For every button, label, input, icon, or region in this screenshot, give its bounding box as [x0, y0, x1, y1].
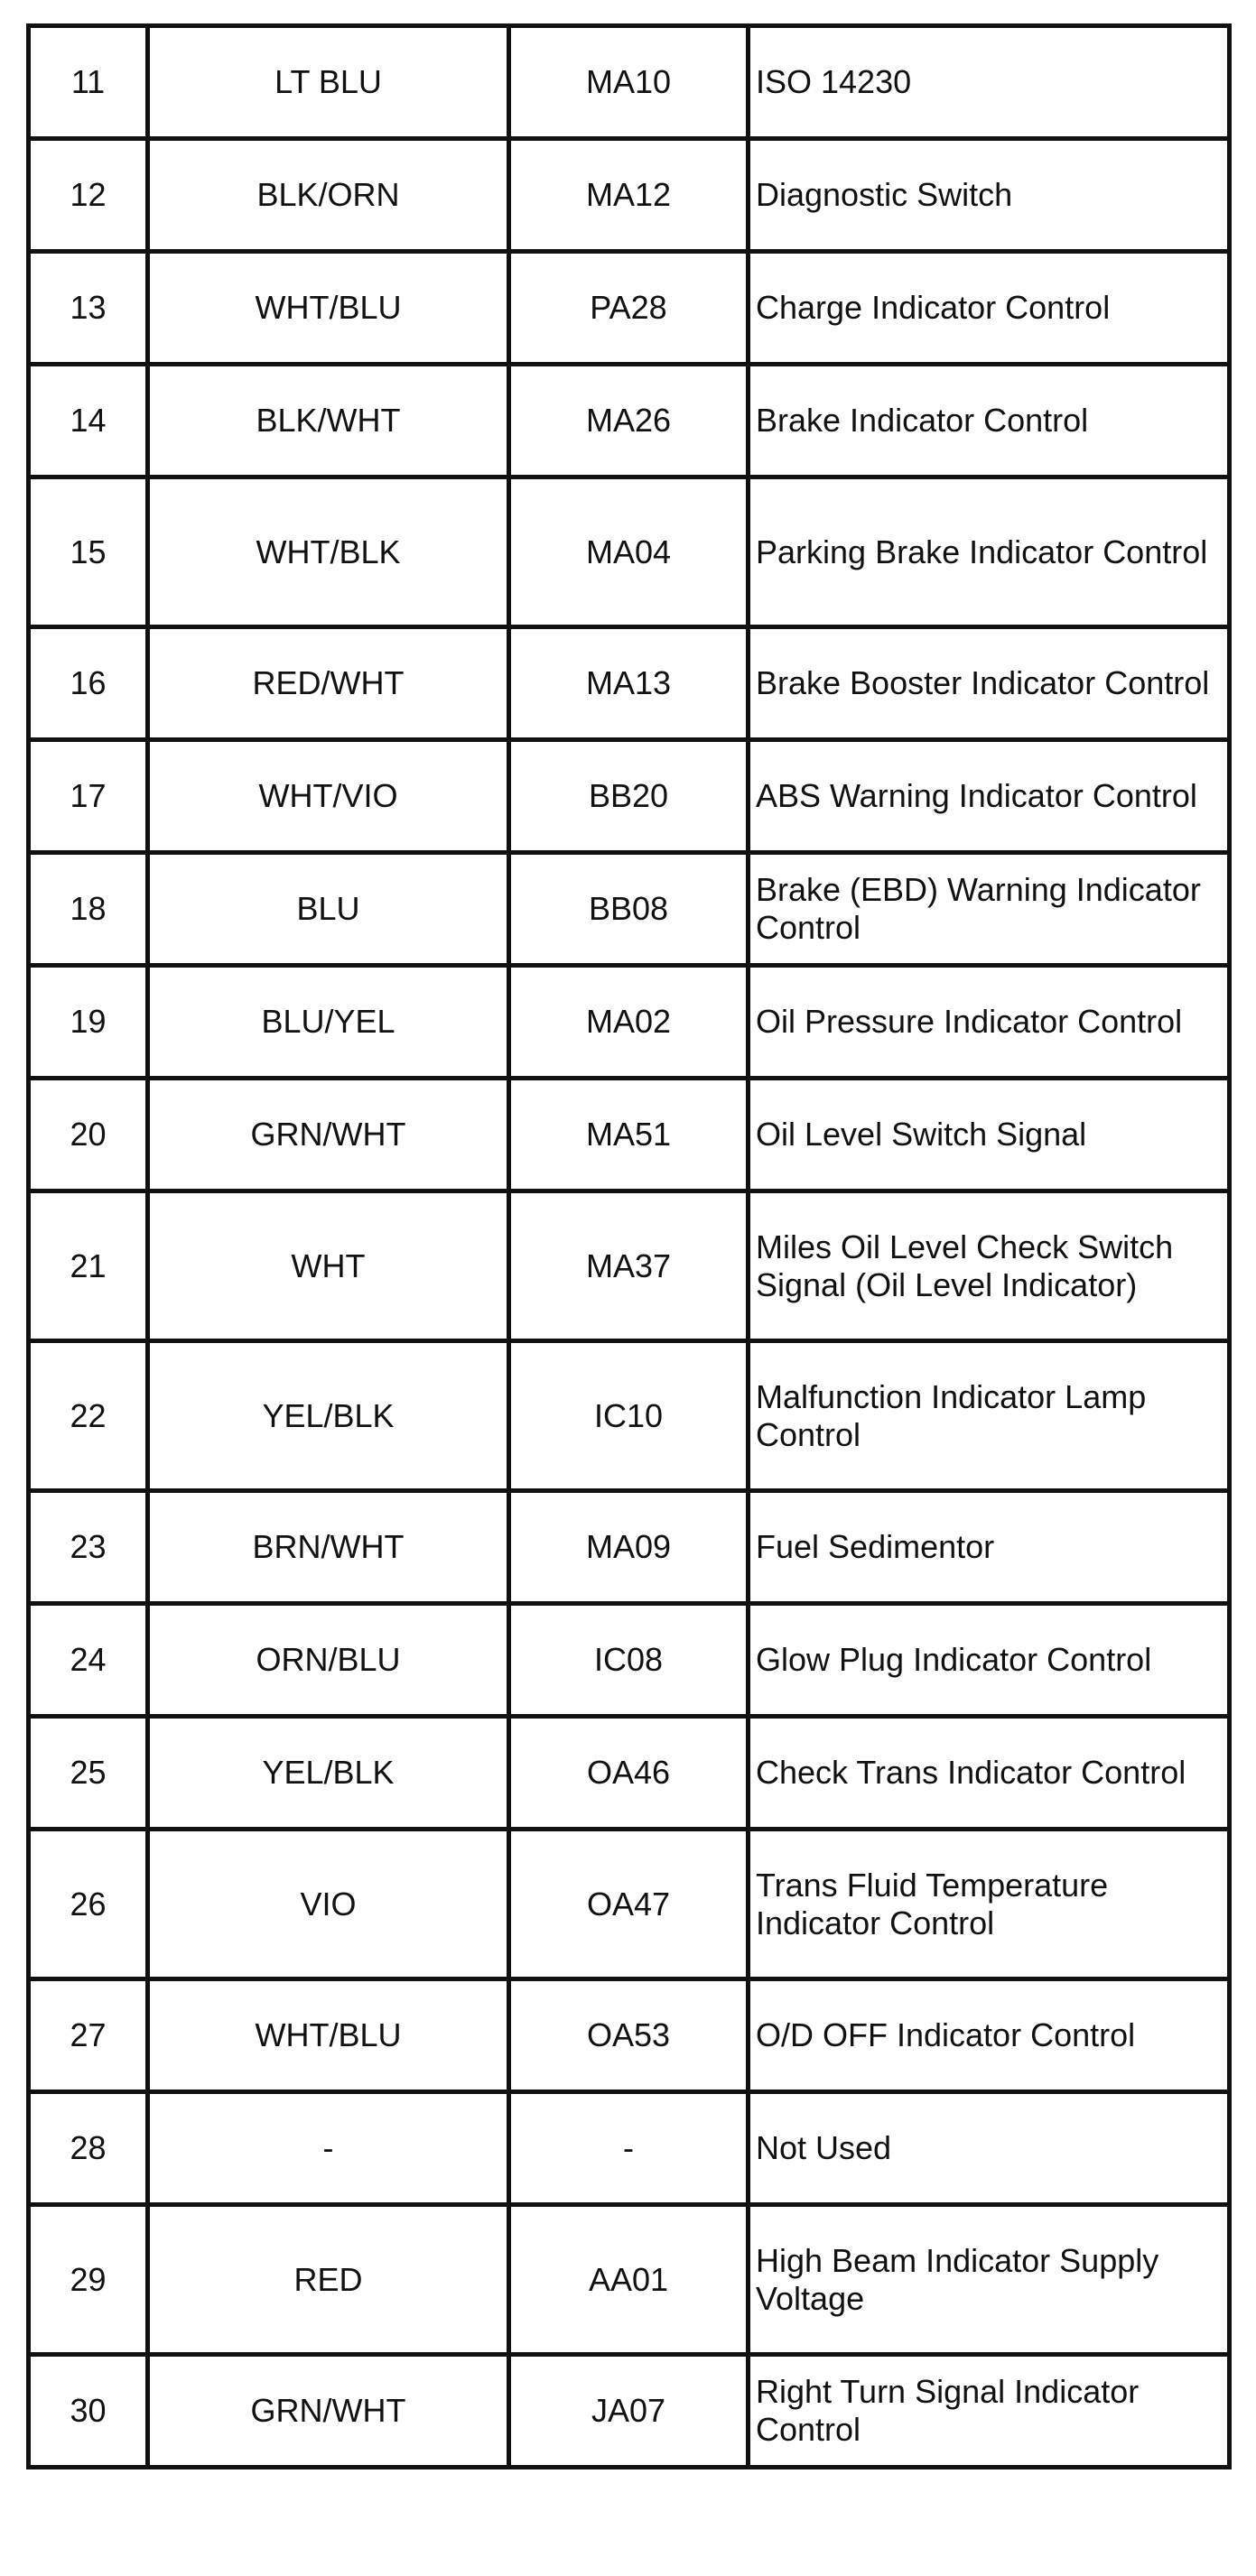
function-cell: Glow Plug Indicator Control	[749, 1604, 1230, 1717]
wire-color-cell: BRN/WHT	[148, 1491, 509, 1604]
pin-number-cell: 11	[29, 26, 148, 139]
circuit-cell: MA26	[509, 365, 749, 477]
circuit-cell: MA12	[509, 139, 749, 252]
circuit-cell: MA13	[509, 627, 749, 740]
table-row	[29, 139, 1230, 252]
table-row	[29, 26, 1230, 139]
table-row	[29, 2205, 1230, 2355]
circuit-cell: MA09	[509, 1491, 749, 1604]
function-cell: High Beam Indicator Supply Voltage	[749, 2205, 1230, 2355]
wire-color-cell: WHT/BLU	[148, 1979, 509, 2092]
table-row	[29, 1979, 1230, 2092]
pin-number-cell: 23	[29, 1491, 148, 1604]
function-cell: Fuel Sedimentor	[749, 1491, 1230, 1604]
wire-color-cell: WHT/BLU	[148, 252, 509, 365]
pin-number-cell: 16	[29, 627, 148, 740]
wire-color-cell: BLU/YEL	[148, 966, 509, 1079]
function-cell: ABS Warning Indicator Control	[749, 740, 1230, 853]
function-cell: Parking Brake Indicator Control	[749, 477, 1230, 627]
function-cell: O/D OFF Indicator Control	[749, 1979, 1230, 2092]
pin-number-cell: 30	[29, 2355, 148, 2468]
wire-color-cell: GRN/WHT	[148, 2355, 509, 2468]
function-cell: Brake Indicator Control	[749, 365, 1230, 477]
table-row	[29, 853, 1230, 966]
wire-color-cell: -	[148, 2092, 509, 2205]
circuit-cell: JA07	[509, 2355, 749, 2468]
circuit-cell: MA10	[509, 26, 749, 139]
pin-number-cell: 12	[29, 139, 148, 252]
wire-color-cell: WHT/VIO	[148, 740, 509, 853]
circuit-cell: OA46	[509, 1717, 749, 1830]
circuit-cell: OA53	[509, 1979, 749, 2092]
wire-color-cell: YEL/BLK	[148, 1717, 509, 1830]
wire-color-cell: BLK/ORN	[148, 139, 509, 252]
function-cell: Not Used	[749, 2092, 1230, 2205]
table-row	[29, 1604, 1230, 1717]
table-row	[29, 2355, 1230, 2468]
function-cell: Charge Indicator Control	[749, 252, 1230, 365]
pin-number-cell: 26	[29, 1830, 148, 1979]
pin-number-cell: 15	[29, 477, 148, 627]
function-cell: Diagnostic Switch	[749, 139, 1230, 252]
circuit-cell: BB20	[509, 740, 749, 853]
circuit-cell: AA01	[509, 2205, 749, 2355]
table-row	[29, 1191, 1230, 1341]
function-cell: Trans Fluid Temperature Indicator Control	[749, 1830, 1230, 1979]
wire-color-cell: BLK/WHT	[148, 365, 509, 477]
pin-number-cell: 22	[29, 1341, 148, 1491]
pin-number-cell: 24	[29, 1604, 148, 1717]
table-row	[29, 365, 1230, 477]
circuit-cell: BB08	[509, 853, 749, 966]
pin-number-cell: 19	[29, 966, 148, 1079]
table-row	[29, 1491, 1230, 1604]
circuit-cell: OA47	[509, 1830, 749, 1979]
wire-color-cell: YEL/BLK	[148, 1341, 509, 1491]
table-row	[29, 252, 1230, 365]
function-cell: ISO 14230	[749, 26, 1230, 139]
wire-color-cell: GRN/WHT	[148, 1079, 509, 1191]
pin-number-cell: 21	[29, 1191, 148, 1341]
function-cell: Brake Booster Indicator Control	[749, 627, 1230, 740]
table-row	[29, 1830, 1230, 1979]
pin-number-cell: 29	[29, 2205, 148, 2355]
wire-color-cell: RED	[148, 2205, 509, 2355]
function-cell: Right Turn Signal Indicator Control	[749, 2355, 1230, 2468]
circuit-cell: IC08	[509, 1604, 749, 1717]
wire-color-cell: VIO	[148, 1830, 509, 1979]
wire-color-cell: WHT/BLK	[148, 477, 509, 627]
pin-number-cell: 25	[29, 1717, 148, 1830]
circuit-cell: IC10	[509, 1341, 749, 1491]
table-row	[29, 740, 1230, 853]
pin-number-cell: 18	[29, 853, 148, 966]
circuit-cell: PA28	[509, 252, 749, 365]
connector-pinout-table	[26, 23, 1232, 2469]
circuit-cell: -	[509, 2092, 749, 2205]
table-row	[29, 1341, 1230, 1491]
table-row	[29, 477, 1230, 627]
table-row	[29, 966, 1230, 1079]
wire-color-cell: LT BLU	[148, 26, 509, 139]
circuit-cell: MA02	[509, 966, 749, 1079]
function-cell: Miles Oil Level Check Switch Signal (Oil Level Indicator)	[749, 1191, 1230, 1341]
function-cell: Check Trans Indicator Control	[749, 1717, 1230, 1830]
pin-number-cell: 28	[29, 2092, 148, 2205]
pin-number-cell: 13	[29, 252, 148, 365]
pin-number-cell: 27	[29, 1979, 148, 2092]
pin-number-cell: 20	[29, 1079, 148, 1191]
function-cell: Brake (EBD) Warning Indicator Control	[749, 853, 1230, 966]
pin-number-cell: 14	[29, 365, 148, 477]
wire-color-cell: ORN/BLU	[148, 1604, 509, 1717]
pin-number-cell: 17	[29, 740, 148, 853]
table-row	[29, 627, 1230, 740]
function-cell: Oil Level Switch Signal	[749, 1079, 1230, 1191]
circuit-cell: MA51	[509, 1079, 749, 1191]
table-row	[29, 1079, 1230, 1191]
function-cell: Oil Pressure Indicator Control	[749, 966, 1230, 1079]
function-cell: Malfunction Indicator Lamp Control	[749, 1341, 1230, 1491]
circuit-cell: MA04	[509, 477, 749, 627]
circuit-cell: MA37	[509, 1191, 749, 1341]
table-row	[29, 2092, 1230, 2205]
table-row	[29, 1717, 1230, 1830]
wire-color-cell: BLU	[148, 853, 509, 966]
wire-color-cell: RED/WHT	[148, 627, 509, 740]
wire-color-cell: WHT	[148, 1191, 509, 1341]
